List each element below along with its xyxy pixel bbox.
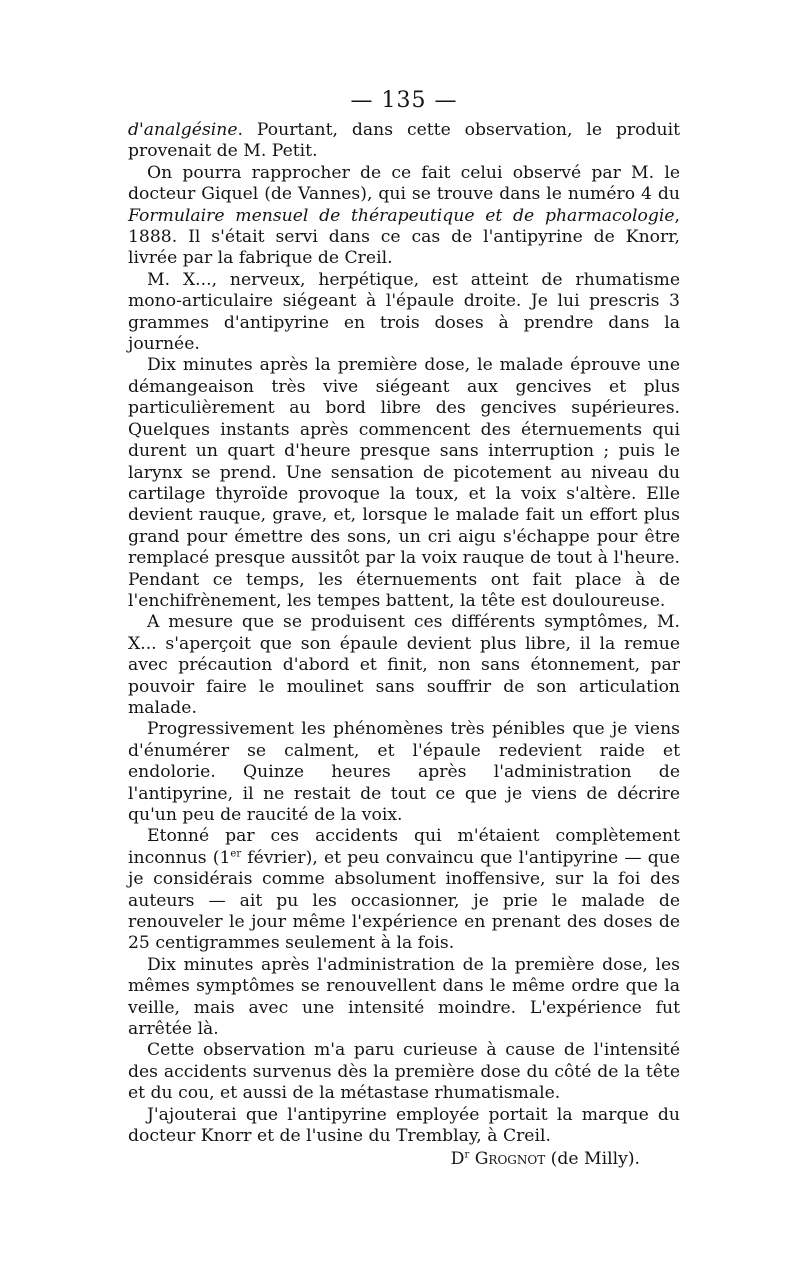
paragraph-1 — [128, 120, 680, 163]
paragraph-10 — [128, 1105, 680, 1148]
paragraph-7-text-a: Etonné par ces accidents qui m'étaient complètement inconnus (1 — [128, 826, 680, 868]
paragraph-7-superscript: er — [230, 848, 242, 860]
paragraph-2-text-a: On pourra rapprocher de ce fait celui observé par M. le docteur Giquel (de Vannes), qui se trouve dans le numéro 4 du — [128, 162, 680, 205]
paragraph-9 — [128, 1040, 680, 1104]
signature-prefix-superscript: r — [464, 1148, 470, 1160]
page-number: — 135 — — [350, 88, 458, 113]
book-page — [128, 88, 680, 1170]
paragraph-1-italic: d'analgésine — [128, 120, 238, 140]
signature-suffix: (de Milly). — [545, 1148, 640, 1169]
paragraph-4 — [128, 355, 680, 612]
paragraph-4-text: Dix minutes après la première dose, le malade éprouve une démangeaison très vive siégeant aux gencives et plus particulièrement au bord libre des gencives supérieures. Quelques instants après commencent des éternuements qui durent un quart d'heure presque sans interruption ; puis le larynx se prend. Une sensation de picotement au niveau du cartilage thyroïde provoque la toux, et la voix s'altère. Elle devient rauque, grave, et, lorsque le malade fait un effort plus grand pour émettre des sons, un cri aigu s'échappe pour être remplacé presque aussitôt par la voix rauque de tout à l'heure. Pendant ce temps, les éternuements ont fait place à de l'enchifrènement, les tempes battent, la tête est douloureuse. — [128, 355, 680, 611]
signature-name: Grognot — [474, 1148, 546, 1169]
paragraph-3 — [128, 270, 680, 356]
paragraph-2 — [128, 163, 680, 270]
signature-prefix: D — [450, 1148, 465, 1169]
paragraph-2-italic: Formulaire mensuel de thérapeutique et de pharmacologie — [128, 205, 675, 226]
paragraph-6-text: Progressivement les phénomènes très pénibles que je viens d'énumérer se calment, et l'épaule redevient raide et endolorie. Quinze heures après l'administration de l'antipyrine, il ne restait de tout ce que je viens de décrire qu'un peu de raucité de la voix. — [128, 719, 680, 825]
paragraph-3-text: M. X..., nerveux, herpétique, est atteint de rhumatisme mono-articulaire siégeant à l'épaule droite. Je lui prescris 3 grammes d'antipyrine en trois doses à prendre dans la journée. — [128, 269, 680, 355]
paragraph-2-text-b: , 1888. Il s'était servi dans ce cas de l'antipyrine de Knorr, livrée par la fabrique de Creil. — [128, 205, 680, 269]
paragraph-10-text: J'ajouterai que l'antipyrine employée portait la marque du docteur Knorr et de l'usine du Tremblay, à Creil. — [128, 1104, 680, 1147]
paragraph-1-text-b: . Pourtant, dans cette observation, le produit provenait de M. Petit. — [128, 120, 680, 162]
paragraph-6 — [128, 719, 680, 826]
paragraph-9-text: Cette observation m'a paru curieuse à cause de l'intensité des accidents survenus dès la première dose du côté de la tête et du cou, et aussi de la métastase rhumatismale. — [128, 1040, 680, 1104]
paragraph-8 — [128, 955, 680, 1041]
signature — [128, 1148, 680, 1170]
paragraph-8-text: Dix minutes après l'administration de la première dose, les mêmes symptômes se renouvellent dans le même ordre que la veille, mais avec une intensité moindre. L'expérience fut arrêtée là. — [128, 954, 680, 1040]
paragraph-5 — [128, 612, 680, 719]
paragraph-5-text: A mesure que se produisent ces différents symptômes, M. X... s'aperçoit que son épaule devient plus libre, il la remue avec précaution d'abord et finit, non sans étonnement, par pouvoir faire le moulinet sans souffrir de son articulation malade. — [128, 612, 680, 718]
paragraph-7-text-b: février), et peu convaincu que l'antipyrine — que je considérais comme absolument inoffensive, sur la foi des auteurs — ait pu les occasionner, je prie le malade de renouveler le jour même l'expérience en prenant des doses de 25 centigrammes seulement à la fois. — [128, 847, 680, 954]
paragraph-7 — [128, 826, 680, 954]
